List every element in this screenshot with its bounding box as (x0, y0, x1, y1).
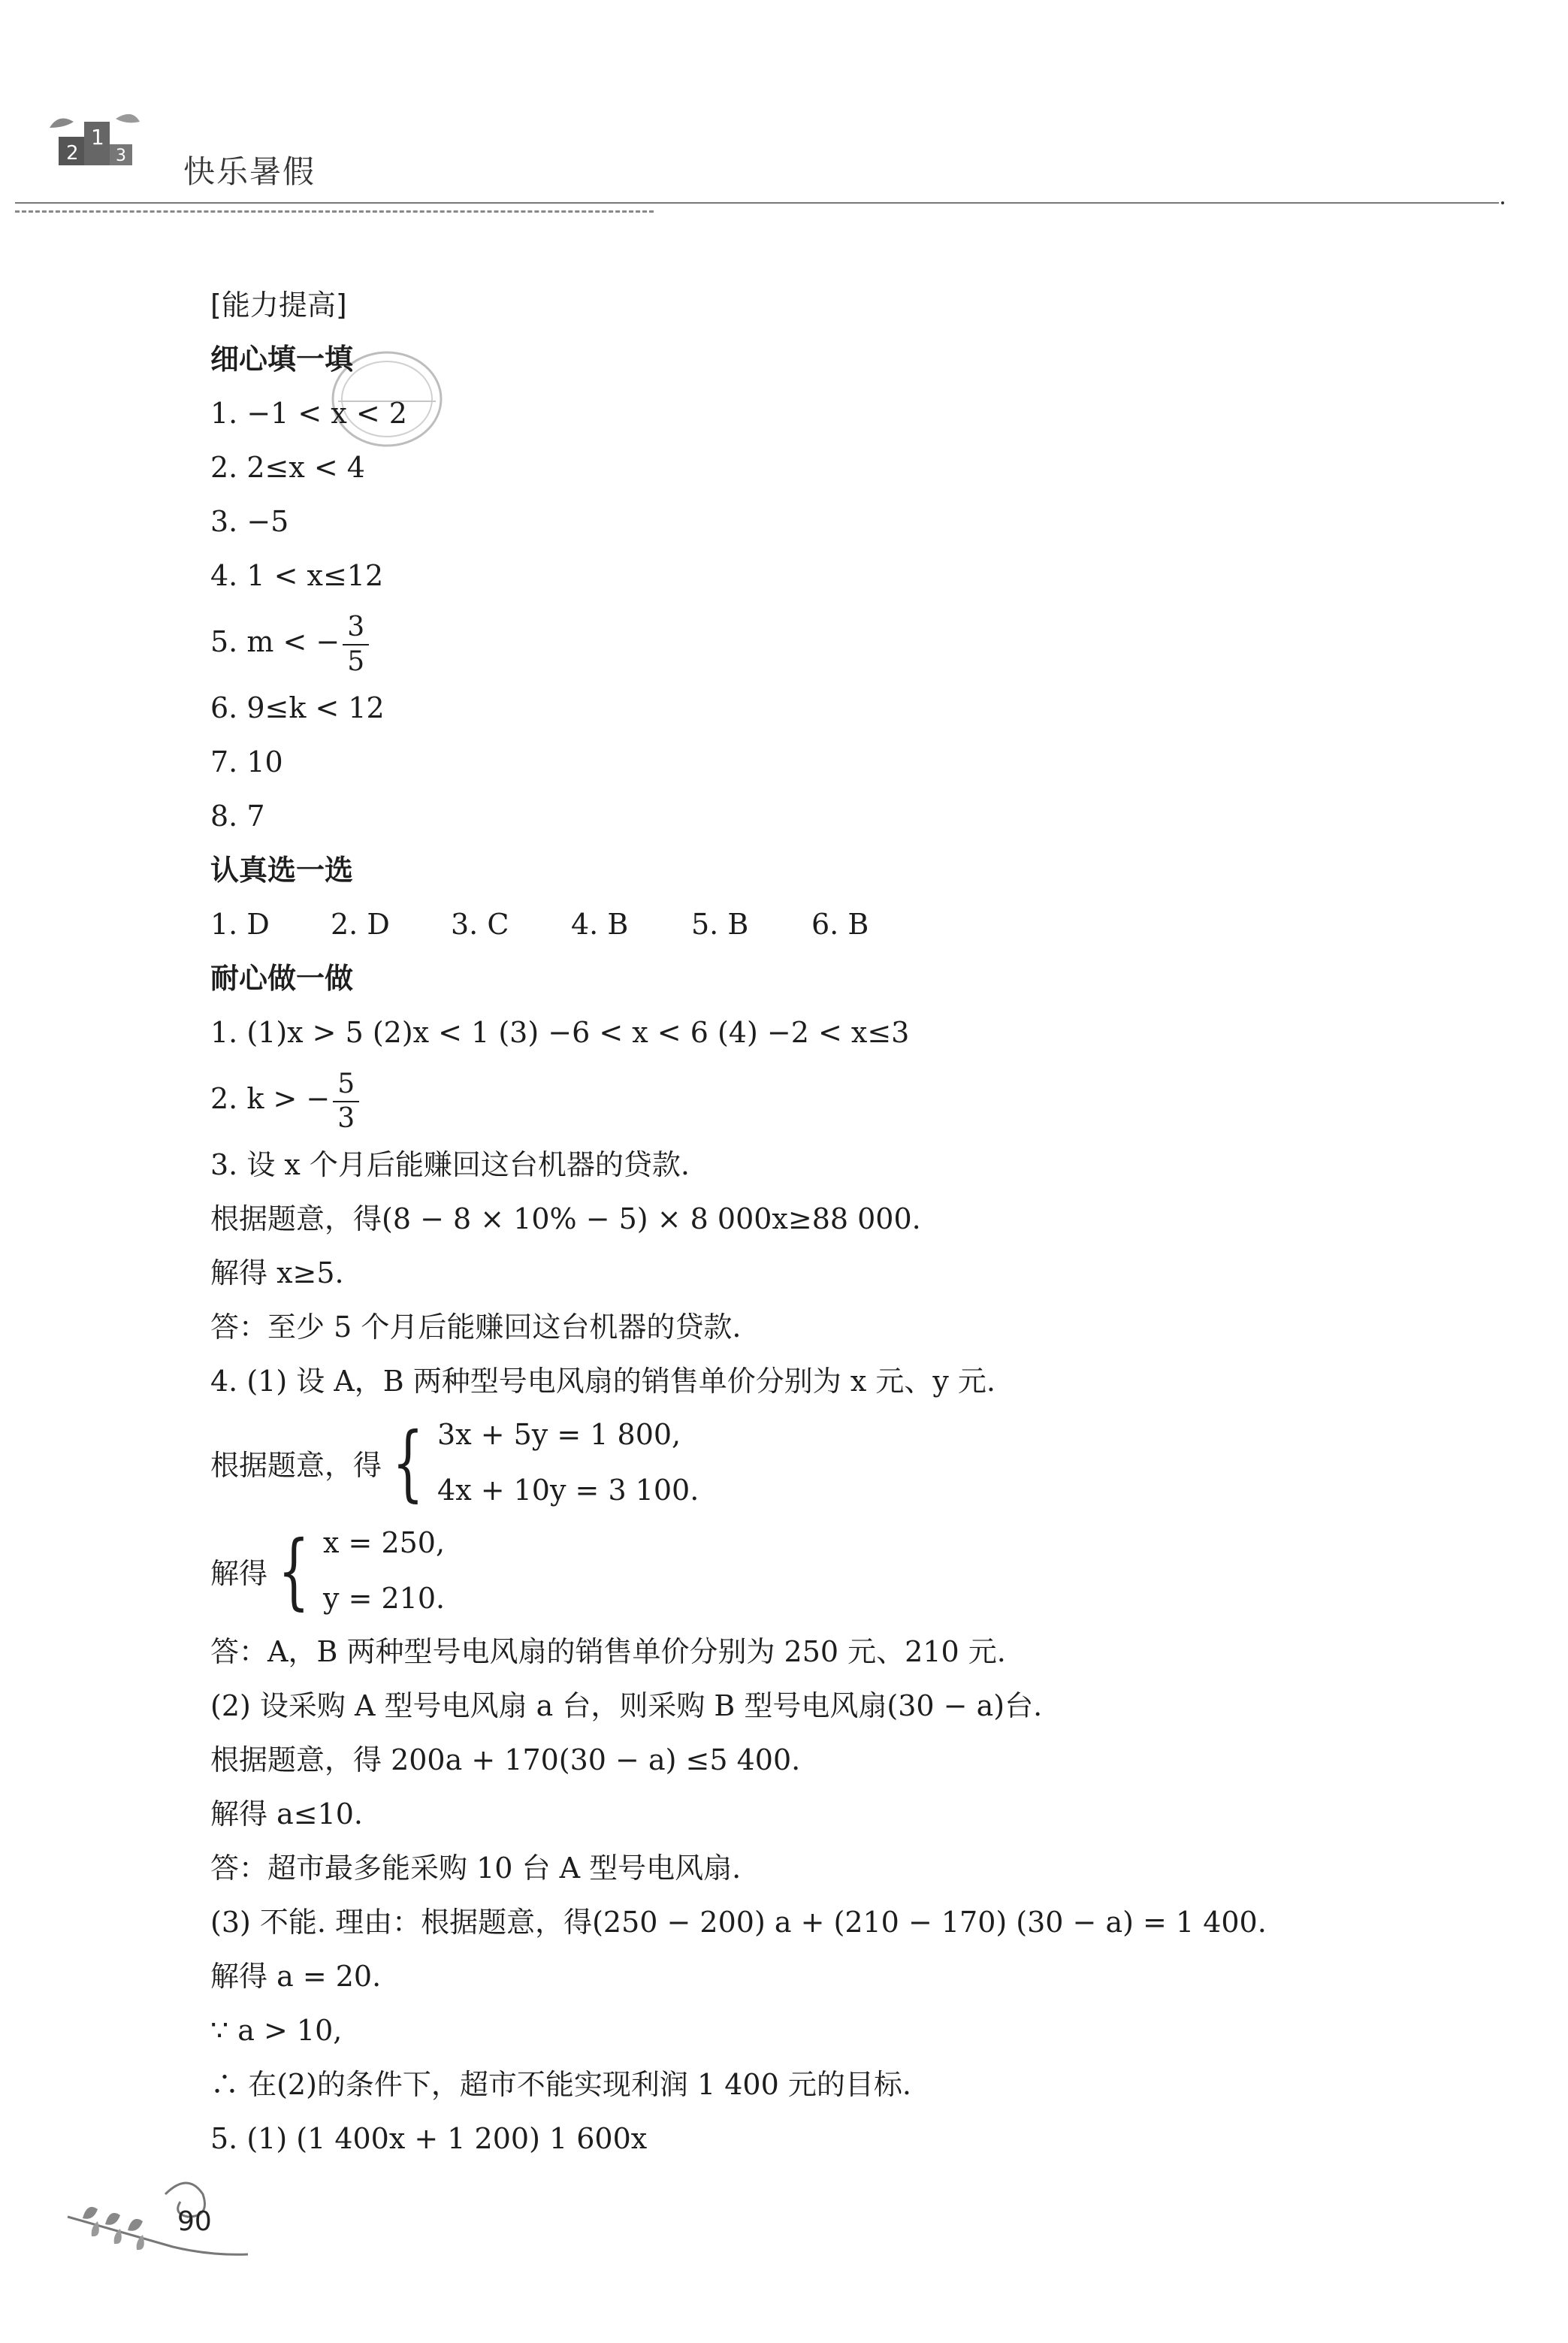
solve-q2 (210, 1060, 1488, 1138)
fill-in-item: 3. −5 (210, 505, 289, 538)
choice-answer: 6. B (811, 908, 869, 941)
equations (437, 1413, 699, 1511)
stacked-123-blocks-logo (44, 105, 149, 188)
solve-q3-line: 根据题意，得(8 − 8 × 10% − 5) × 8 000x≥88 000. (210, 1202, 921, 1235)
equation-system-2 (210, 1516, 1488, 1625)
solve-q3-line: 3. 设 x 个月后能赚回这台机器的贷款. (210, 1148, 690, 1181)
header-dashed-rule (15, 210, 654, 213)
left-brace: { (278, 1522, 310, 1619)
answer-content (210, 278, 1488, 2166)
choice-heading: 认真选一选 (210, 854, 354, 887)
fill-in-item-5-prefix: 5. m < − (210, 625, 340, 658)
solve-q1: 1. (1)x > 5 (2)x < 1 (3) −6 < x < 6 (4) −2 < x≤3 (210, 1016, 910, 1049)
choice-answer: 3. C (451, 908, 509, 941)
equation: y = 210. (323, 1582, 446, 1615)
choice-answers (210, 897, 1488, 951)
system-label: 根据题意，得 (210, 1448, 382, 1482)
choice-answer: 1. D (210, 908, 270, 941)
section-title: [能力提高] (210, 289, 347, 322)
equation: 4x + 10y = 3 100. (437, 1474, 699, 1507)
fraction-numerator: 5 (333, 1068, 359, 1102)
solve-q3-line: 解得 x≥5. (210, 1256, 344, 1289)
fraction (333, 1068, 359, 1135)
solve-q5: 5. (1) (1 400x + 1 200) 1 600x (210, 2122, 648, 2155)
solve-q4-line: ∴ 在(2)的条件下，超市不能实现利润 1 400 元的目标. (210, 2068, 911, 2101)
fill-in-item: 8. 7 (210, 800, 265, 833)
choice-answer: 2. D (331, 908, 390, 941)
header-rule (15, 201, 1506, 204)
equation-system-1 (210, 1408, 1488, 1516)
equation: x = 250, (323, 1526, 446, 1559)
solve-q4-line: (3) 不能. 理由：根据题意，得(250 − 200) a + (210 − 170) (30 − a) = 1 400. (210, 1906, 1267, 1939)
choice-answer: 5. B (691, 908, 749, 941)
solve-q2-prefix: 2. k > − (210, 1082, 331, 1115)
fill-in-item: 7. 10 (210, 745, 283, 778)
fraction-numerator: 3 (343, 611, 369, 645)
system-label: 解得 (210, 1556, 268, 1590)
fill-in-item: 4. 1 < x≤12 (210, 559, 384, 592)
svg-text:3: 3 (116, 147, 126, 165)
left-brace: { (392, 1414, 424, 1510)
fill-in-item: 1. −1 < x < 2 (210, 397, 407, 430)
svg-text:2: 2 (66, 142, 79, 165)
fill-in-heading: 细心填一填 (210, 343, 354, 376)
page-number: 90 (177, 2206, 212, 2237)
fill-in-item-5 (210, 603, 1488, 681)
solve-q4-line: 根据题意，得 200a + 170(30 − a) ≤5 400. (210, 1743, 801, 1776)
fraction (343, 611, 369, 679)
fill-in-item: 6. 9≤k < 12 (210, 691, 385, 724)
solve-q4-line: 答：超市最多能采购 10 台 A 型号电风扇. (210, 1852, 742, 1885)
solve-q4-line: (2) 设采购 A 型号电风扇 a 台，则采购 B 型号电风扇(30 − a)台. (210, 1689, 1043, 1722)
solve-q4-line: 解得 a = 20. (210, 1960, 382, 1993)
header-title: 快乐暑假 (183, 153, 316, 190)
solve-heading: 耐心做一做 (210, 962, 354, 995)
equation: 3x + 5y = 1 800, (437, 1418, 681, 1451)
solve-q3-line: 答：至少 5 个月后能赚回这台机器的贷款. (210, 1311, 742, 1344)
choice-answer: 4. B (571, 908, 629, 941)
equations (323, 1522, 445, 1619)
solve-q4-intro: 4. (1) 设 A，B 两种型号电风扇的销售单价分别为 x 元、y 元. (210, 1365, 995, 1398)
fraction-denominator: 5 (347, 645, 365, 677)
fill-in-item: 2. 2≤x < 4 (210, 451, 365, 484)
solve-q4-line: 解得 a≤10. (210, 1797, 364, 1831)
solve-q4-line: 答：A，B 两种型号电风扇的销售单价分别为 250 元、210 元. (210, 1635, 1006, 1668)
vine-decoration-icon (60, 2164, 255, 2269)
svg-text:1: 1 (91, 125, 104, 150)
solve-q4-line: ∵ a > 10, (210, 2014, 343, 2047)
fraction-denominator: 3 (337, 1102, 355, 1134)
